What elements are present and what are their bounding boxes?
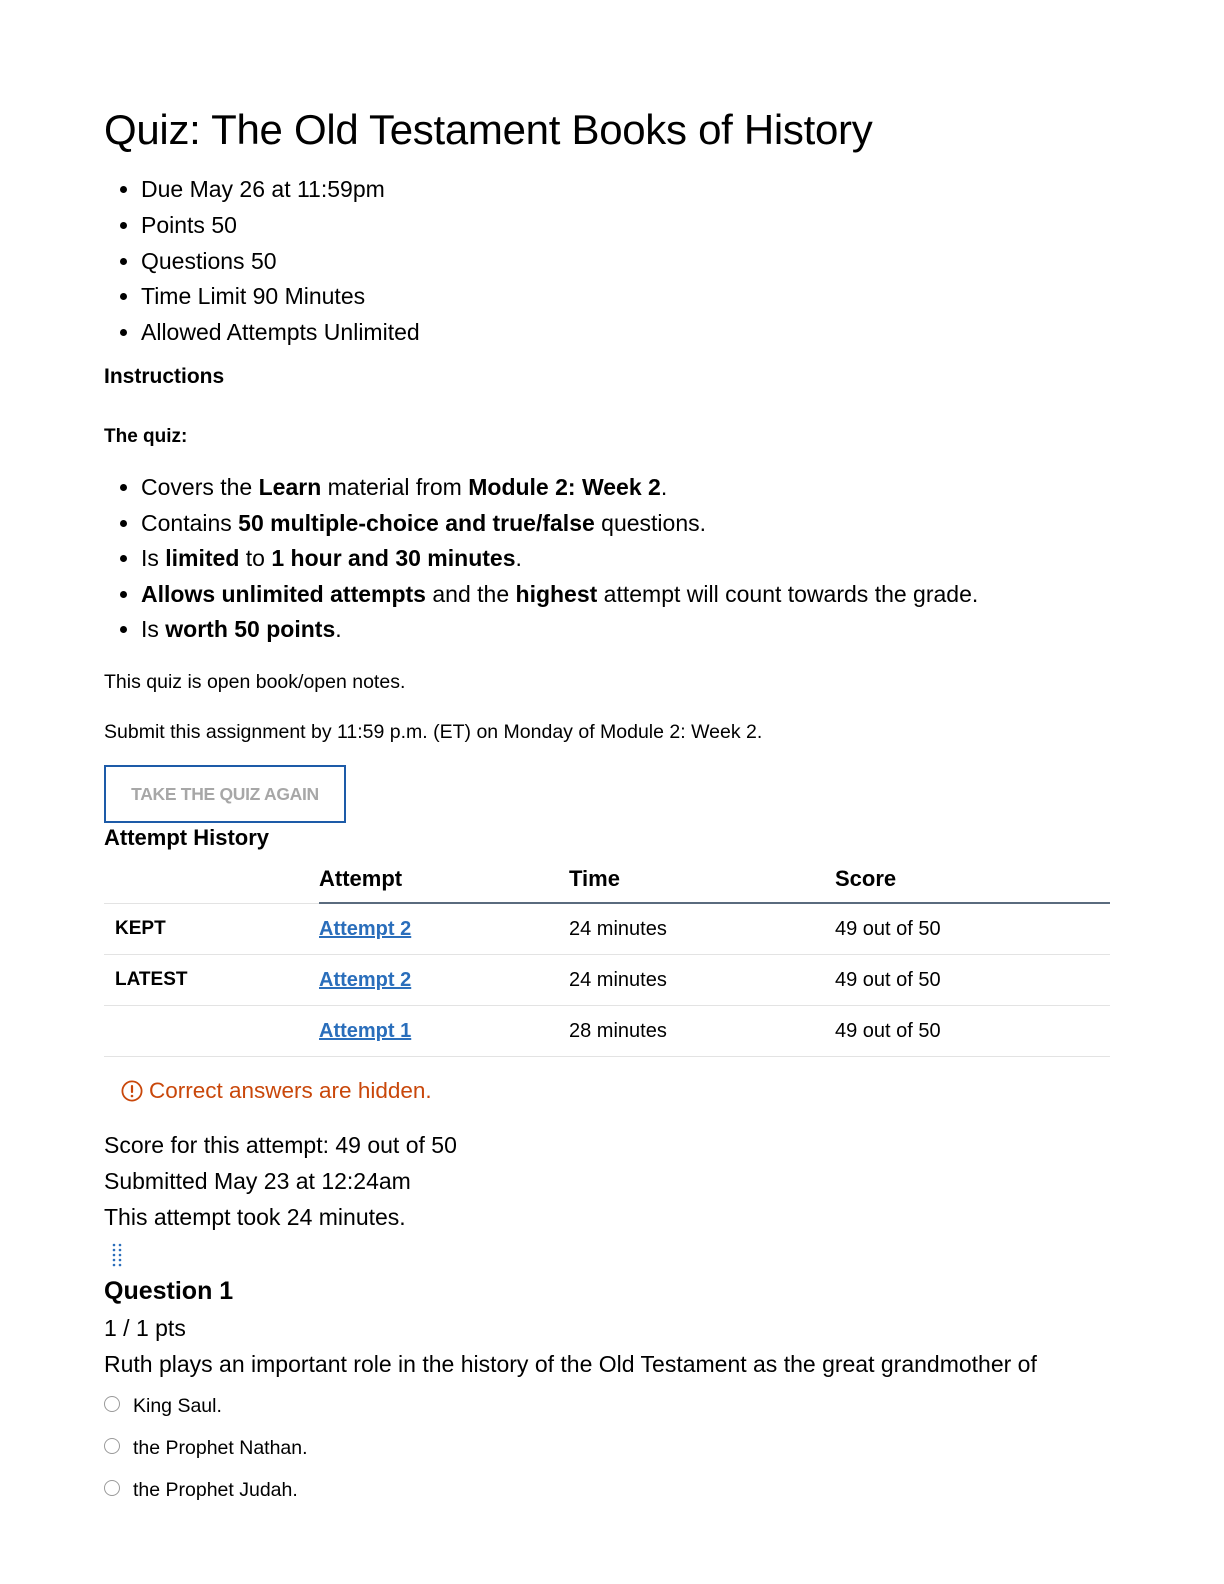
- question-title: Question 1: [104, 1277, 234, 1305]
- question-points: 1 / 1 pts: [104, 1315, 186, 1341]
- instruction-text: material from: [321, 474, 469, 500]
- attempt-link[interactable]: Attempt 2: [319, 917, 412, 940]
- column-header-attempt: Attempt: [319, 856, 569, 903]
- answer-options: [104, 1389, 308, 1515]
- attempt-summary: [104, 1127, 457, 1235]
- instruction-text: attempt will count towards the grade.: [597, 580, 979, 607]
- answer-label: King Saul.: [133, 1395, 222, 1417]
- instruction-text: limited: [165, 545, 240, 572]
- answer-label: the Prophet Judah.: [133, 1479, 298, 1501]
- column-header-status: [104, 856, 319, 903]
- attempt-link[interactable]: Attempt 1: [319, 1019, 412, 1042]
- attempt-history-heading: Attempt History: [104, 825, 270, 850]
- instruction-text: Is: [141, 545, 166, 572]
- meta-points: • Points 50: [141, 208, 420, 244]
- instruction-text: questions.: [594, 509, 707, 536]
- instruction-text: Allows unlimited attempts: [141, 580, 426, 607]
- table-row: [104, 903, 1110, 955]
- radio-button[interactable]: [104, 1480, 120, 1496]
- attempt-time: 24 minutes: [569, 903, 835, 955]
- submit-deadline-note: Submit this assignment by 11:59 p.m. (ET) on Monday of Module 2: Week 2.: [104, 721, 763, 743]
- attempt-status: LATEST: [104, 955, 319, 1006]
- attempt-time: 24 minutes: [569, 955, 835, 1006]
- attempt-time: 28 minutes: [569, 1006, 835, 1057]
- instruction-text: and the: [425, 580, 516, 607]
- attempt-submitted-time: Submitted May 23 at 12:24am: [104, 1168, 411, 1194]
- instruction-text: Is: [141, 616, 166, 643]
- meta-time-limit: • Time Limit 90 Minutes: [141, 279, 420, 315]
- instruction-item: [141, 470, 978, 506]
- attempt-score-summary: Score for this attempt: 49 out of 50: [104, 1132, 457, 1158]
- instruction-text: .: [335, 616, 342, 643]
- attempt-duration: This attempt took 24 minutes.: [104, 1204, 406, 1230]
- instruction-item: [141, 577, 978, 613]
- instruction-text: 1 hour and 30 minutes: [271, 545, 516, 572]
- instruction-text: Contains: [141, 509, 239, 536]
- exclamation-circle-icon: [121, 1080, 143, 1102]
- attempt-history-table: [104, 856, 1110, 1057]
- answer-option[interactable]: [104, 1389, 308, 1431]
- instruction-text: Learn: [258, 474, 322, 500]
- attempt-link[interactable]: Attempt 2: [319, 968, 412, 991]
- answer-label: the Prophet Nathan.: [133, 1437, 308, 1459]
- instructions-intro: The quiz:: [104, 426, 188, 447]
- table-row: [104, 955, 1110, 1006]
- quiz-meta-list: [104, 172, 420, 351]
- question-text: Ruth plays an important role in the history of the Old Testament as the great grandmother of: [104, 1351, 1037, 1377]
- instruction-text: to: [239, 545, 272, 572]
- table-row: [104, 1006, 1110, 1057]
- instruction-item: [141, 506, 978, 542]
- attempt-score: 49 out of 50: [835, 1006, 1110, 1057]
- take-quiz-again-button[interactable]: TAKE THE QUIZ AGAIN: [104, 765, 346, 823]
- column-header-time: Time: [569, 856, 835, 903]
- instruction-text: worth 50 points: [165, 616, 336, 643]
- attempt-score: 49 out of 50: [835, 903, 1110, 955]
- attempt-status: [104, 1006, 319, 1057]
- answer-option[interactable]: [104, 1473, 308, 1515]
- radio-button[interactable]: [104, 1438, 120, 1454]
- instructions-list: [104, 470, 978, 648]
- attempt-status: KEPT: [104, 903, 319, 955]
- table-header-row: [104, 856, 1110, 903]
- column-header-score: Score: [835, 856, 1110, 903]
- meta-due-date: • Due May 26 at 11:59pm: [141, 172, 420, 208]
- answer-option[interactable]: [104, 1431, 308, 1473]
- page-title: Quiz: The Old Testament Books of History: [104, 106, 873, 153]
- drag-handle-icon[interactable]: [108, 1242, 126, 1268]
- radio-button[interactable]: [104, 1396, 120, 1412]
- instructions-heading: Instructions: [104, 365, 225, 388]
- instruction-text: .: [660, 474, 668, 500]
- open-book-note: This quiz is open book/open notes.: [104, 671, 406, 693]
- instruction-text: Covers the: [141, 474, 259, 500]
- attempt-score: 49 out of 50: [835, 955, 1110, 1006]
- instruction-text: .: [515, 545, 522, 572]
- answers-hidden-warning: [121, 1076, 432, 1106]
- meta-allowed-attempts: • Allowed Attempts Unlimited: [141, 315, 420, 351]
- instruction-text: Module 2: Week 2: [468, 474, 661, 500]
- instruction-text: 50 multiple-choice and true/false: [238, 509, 595, 536]
- instruction-item: [141, 541, 978, 577]
- warning-text: Correct answers are hidden.: [149, 1078, 432, 1103]
- instruction-text: highest: [515, 580, 598, 607]
- instruction-item: [141, 612, 978, 648]
- meta-questions: • Questions 50: [141, 244, 420, 280]
